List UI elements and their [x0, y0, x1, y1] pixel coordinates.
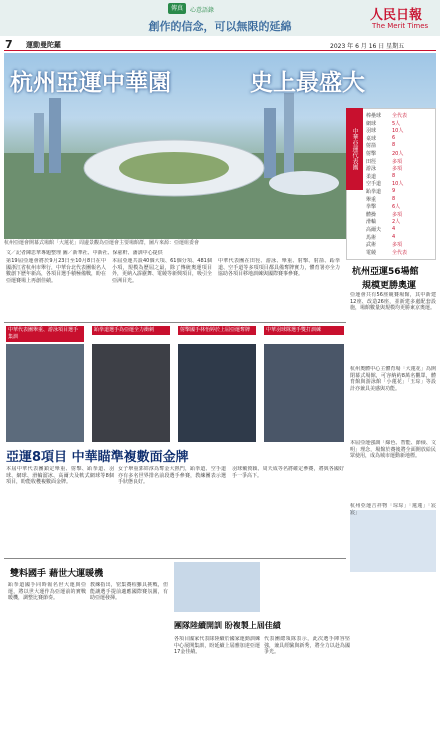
- roster-sport: 高爾夫: [366, 227, 382, 233]
- athlete-photo-5: [174, 562, 260, 612]
- roster-count: 4: [392, 226, 396, 232]
- athlete-photo-4: [264, 344, 344, 442]
- roster-sport: 游泳: [366, 166, 377, 173]
- section-4-col-1: 跆拳道國手同時報名世大運與亞運，將以世大運作為亞運前的實戰暖機，調整比賽節奏。: [8, 582, 86, 601]
- banner-tag: 心意語錄: [190, 7, 215, 14]
- roster-count: 多項: [392, 242, 403, 249]
- issue-date: 2023 年 6 月 16 日 星期五: [330, 43, 405, 50]
- section-4-col-2: 教練指出，密集賽程雖具挑戰，但能讓選手提前適應國際賽氛圍，有助亞運發揮。: [90, 582, 168, 601]
- side-body-1: 亞運會共有56座競賽場館，其中新建12座、改造26座，並新建多處配套設施，場館數量與規模均更勝東京奧運。: [350, 292, 436, 311]
- roster-sport: 棒壘球: [366, 113, 382, 119]
- roster-sport: 舉重: [366, 196, 377, 203]
- photo-caption-4: 中華羽球隊選手雙打訓練: [264, 326, 344, 335]
- roster-count: 多項: [392, 211, 403, 218]
- newspaper-logo: 人民日報: [370, 8, 423, 23]
- roster-count: 多項: [392, 158, 403, 165]
- hero-title: 杭州亞運中華園: [10, 70, 171, 96]
- section-2-col-2: 女子舉重郭婞淳為奪金大熱門，跆拳道、空手道亦有多名世界排名前段選手參賽，教練團表示選手狀態良好。: [118, 466, 226, 485]
- roster-sport: 滑輪: [366, 219, 377, 226]
- roster-count: 20人: [392, 151, 404, 157]
- banner-badge: 傳真: [168, 3, 186, 14]
- roster-sport: 射擊: [366, 151, 377, 157]
- roster-sport: 電競: [366, 249, 377, 256]
- roster-sport: 空手道: [366, 181, 382, 188]
- roster-count: 全代表: [392, 113, 408, 119]
- article-col-1: 第19屆亞運會將於9月23日至10月8日在中國浙江省杭州市舉行，中華台北代表團報名人數創下歷年新高，各項目選手積極備戰，盼在亞運賽場上再創佳績。: [6, 258, 106, 284]
- newspaper-logo-en: The Merit Times: [372, 22, 429, 30]
- side-body-2: 杭州奧體中心主體育場「大蓮花」為開閉幕式場館，可容納約8萬名觀眾，體育館與游泳館「小蓮花」「玉琮」等設計亦兼具美感與功能。: [350, 366, 436, 392]
- roster-count: 5人: [392, 120, 401, 127]
- section-name: 運動曼陀羅: [26, 41, 61, 49]
- mascot-caption: 杭州亞運吉祥物「琮琮」「蓮蓮」「宸宸」: [350, 503, 436, 516]
- article-col-2: 本屆亞運共設40個大項、61個分項、481個小項，規模為歷屆之最，除了傳統奧運項目外，更納入霹靂舞、電競等新興項目，吸引全亞洲目光。: [112, 258, 212, 284]
- roster-count: 10人: [392, 181, 404, 188]
- athlete-photo-1: [6, 344, 84, 442]
- roster-label: 中華亞運代表團: [346, 108, 363, 190]
- banner-slogan: 創作的信念，可以無限的延綿: [148, 20, 292, 33]
- byline: 文／記者陳思華專題整理 圖／新華社、中新社、保慈軒、潘訓中心提供: [6, 250, 163, 256]
- roster-sport: 桌球: [366, 135, 377, 142]
- roster-count: 9: [392, 188, 396, 194]
- divider: [4, 322, 346, 323]
- roster-sport: 拳擊: [366, 204, 377, 211]
- roster-sport: 田徑: [366, 158, 377, 165]
- hero-title-2: 史上最盛大: [250, 70, 365, 96]
- side-body-3: 本屆亞運強調「綠色、智能、節儉、文明」理念，場館於賽後將全面開放給民眾使用，成為城市運動新地標。: [350, 440, 436, 459]
- roster-sport: 射箭: [366, 143, 377, 150]
- divider-2: [4, 558, 346, 559]
- section-3-col-1: 各項目國家代表隊陸續於國家運動訓練中心展開集訓，盼延續上屆雅加達亞運17金佳績。: [174, 636, 260, 655]
- roster-count: 8: [392, 142, 396, 149]
- athlete-photo-2: [92, 344, 170, 442]
- side-title: 杭州亞運56場館: [352, 267, 419, 277]
- photo-caption-2: 跆拳道選手為亞運全力衝刺: [92, 326, 170, 335]
- page-number: 7: [5, 38, 13, 51]
- roster-sport: 馬術: [366, 234, 377, 241]
- roster-count: 6: [392, 134, 396, 141]
- article-col-3: 中華代表團在田徑、游泳、舉重、射擊、射箭、跆拳道、空手道等多項項目都具備奪牌實力，體育署亦全力協助各項目移地訓練與國際賽事參賽。: [218, 258, 340, 277]
- section-3-title: 團隊陸續開訓 盼複製上屆佳績: [174, 621, 281, 630]
- hero-caption: 杭州亞運會開幕式場館「大蓮花」周邊景觀為亞運會主要場館群，圖片來源：亞運組委會: [4, 240, 200, 246]
- mascot-photo: [350, 510, 436, 572]
- roster-sport: 羽球: [366, 128, 377, 135]
- roster-count: 4: [392, 233, 396, 240]
- photo-caption-1: 中華代表團舉重、游泳項目選手集訓: [6, 326, 84, 342]
- athlete-photo-3: [178, 344, 256, 442]
- section-4-title: 雙料國手 藉世大運暖機: [10, 569, 104, 579]
- roster-sport: 柔道: [366, 173, 377, 180]
- photo-caption-3: 射擊國手林怡婷於上屆亞運奪牌: [178, 326, 256, 335]
- roster-sport: 網球: [366, 120, 377, 127]
- roster-sport: 體操: [366, 211, 377, 218]
- roster-sport: 武術: [366, 242, 377, 249]
- section-3-col-2: 代表團總領隊表示，此次選手陣容堅強，兼具經驗與新秀，將全力以赴為國爭光。: [264, 636, 350, 655]
- roster-count: 8: [392, 172, 396, 179]
- roster-count: 10人: [392, 128, 404, 135]
- section-2-col-1: 本屆中華代表團鎖定舉重、射擊、跆拳道、羽球、網球、滑輪溜冰、高爾夫及軟式網球等8個項目，盼能收穫複數面金牌。: [6, 466, 114, 485]
- roster-count: 6人: [392, 204, 401, 211]
- section-2-title: 亞運8項目 中華瞄準複數面金牌: [6, 450, 189, 465]
- roster-count: 全代表: [392, 249, 408, 256]
- roster-count: 8: [392, 195, 396, 202]
- side-subtitle: 規模更勝奧運: [362, 281, 417, 291]
- roster-count: 2人: [392, 219, 401, 226]
- roster-count: 多項: [392, 166, 403, 173]
- section-2-col-3: 羽球戴資穎、周天成等名將確定參賽，將與各國好手一爭高下。: [232, 466, 344, 479]
- roster-sport: 跆拳道: [366, 189, 382, 195]
